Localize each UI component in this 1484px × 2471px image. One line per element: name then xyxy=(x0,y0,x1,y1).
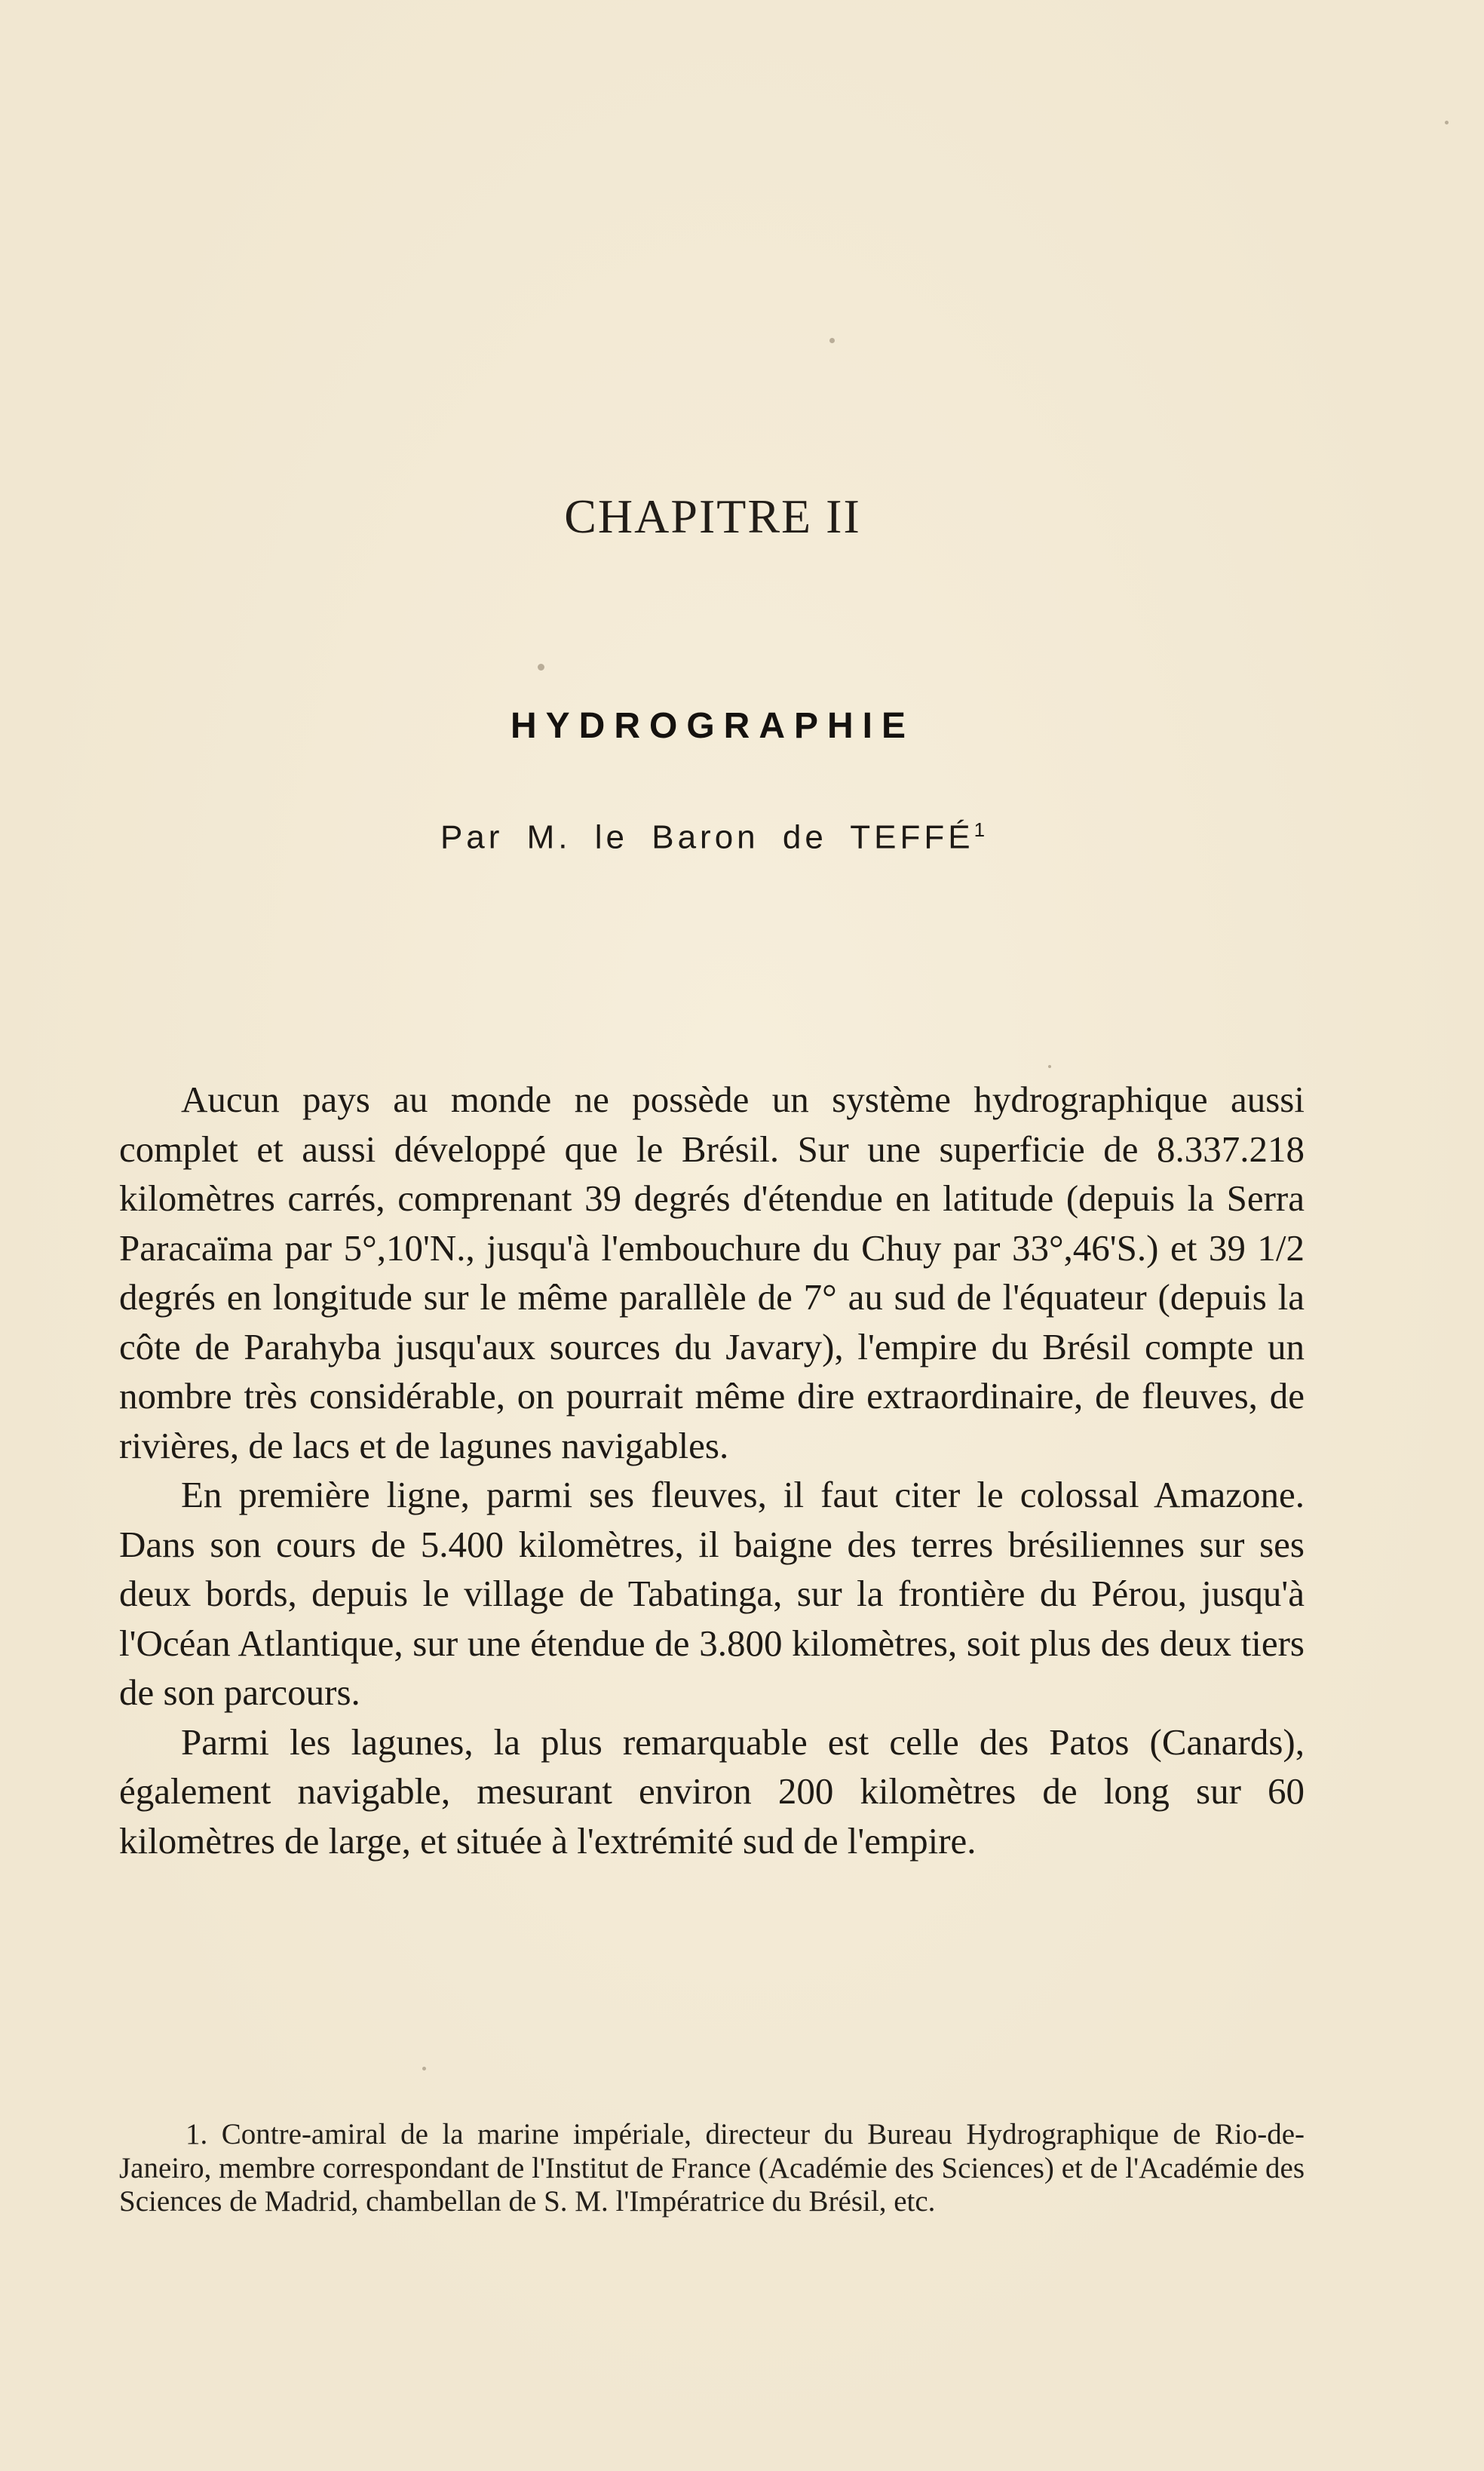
paper-speck xyxy=(538,664,544,671)
paper-speck xyxy=(1048,1065,1051,1068)
footnote-reference: 1 xyxy=(973,818,986,841)
paragraph: En première ligne, parmi ses fleuves, il faut citer le colossal Amazone. Dans son cours de 5.400 kilomètres, il baigne des terres brésiliennes sur ses deux bords, depuis le village de Tabatinga, sur la frontière du Pérou, jusqu'à l'Océan Atlantique, sur une étendue de 3.800 kilomètres, soit plus des deux tiers de son parcours. xyxy=(119,1474,1305,1713)
author-byline xyxy=(0,818,1425,857)
paper-speck xyxy=(422,2067,426,2070)
paper-speck xyxy=(1445,121,1449,124)
paragraph: Aucun pays au monde ne possède un système hydrographique aussi complet et aussi développé que le Brésil. Sur une superficie de 8.337.218 kilomètres carrés, comprenant 39 degrés d'étendue en latitude (depuis la Serra Paracaïma par 5°,10'N., jusqu'à l'embouchure du Chuy par 33°,46'S.) et 39 1/2 degrés en longitude sur le même parallèle de 7° au sud de l'équateur (depuis la côte de Parahyba jusqu'aux sources du Javary), l'empire du Brésil compte un nombre très considérable, on pourrait même dire extraordinaire, de fleuves, de rivières, de lacs et de lagunes navigables. xyxy=(119,1079,1305,1466)
body-text xyxy=(119,1075,1305,1865)
section-title: HYDROGRAPHIE xyxy=(510,706,915,746)
footnote-text: 1. Contre-amiral de la marine impériale, directeur du Bureau Hydrographique de Rio-de-Janeiro, membre correspondant de l'Institut de France (Académie des Sciences) et de l'Académie des Sciences de Madrid, chambellan de S. M. l'Impératrice du Brésil, etc. xyxy=(119,2118,1305,2218)
byline-text: Par M. le Baron de TEFFÉ xyxy=(440,818,974,856)
paragraph: Parmi les lagunes, la plus remarquable est celle des Patos (Canards), également navigable, mesurant environ 200 kilomètres de long sur 60 kilomètres de large, et située à l'extrémité sud de l'empire. xyxy=(119,1720,1305,1862)
paper-speck xyxy=(829,338,835,343)
chapter-heading: CHAPITRE II xyxy=(564,490,861,543)
footnote xyxy=(119,2118,1305,2219)
